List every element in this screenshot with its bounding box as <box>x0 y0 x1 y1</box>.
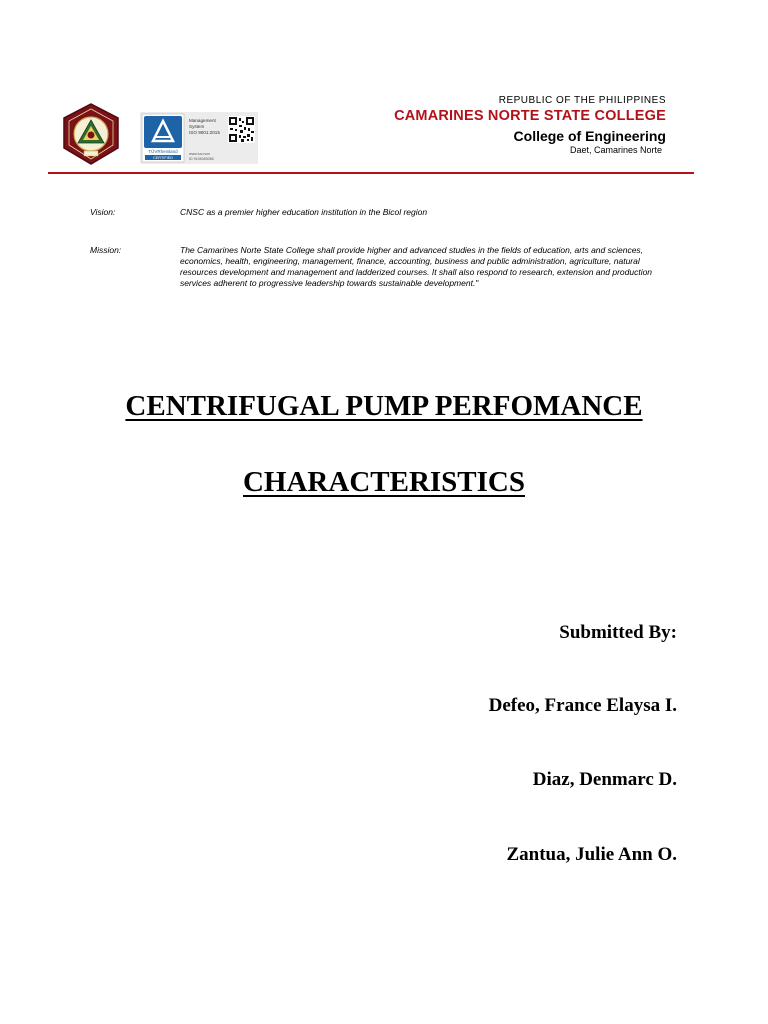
title-line-2: CHARACTERISTICS <box>242 466 525 498</box>
author-name: Diaz, Denmarc D. <box>532 769 677 790</box>
cert-line1: Management <box>189 118 216 123</box>
mission-line: The Camarines Norte State College shall provide higher and advanced studies in the fields of education, arts and sciences, <box>180 245 644 255</box>
republic-label: REPUBLIC OF THE PHILIPPINES <box>498 95 666 106</box>
mission-line: services adherent to progressive leadership towards sustainable development." <box>180 278 479 288</box>
vision-text: CNSC as a premier higher education institution in the Bicol region <box>180 207 428 217</box>
cert-id: ID 9105083056 <box>189 157 214 161</box>
submitted-by-label: Submitted By: <box>559 622 677 643</box>
cert-status: CERTIFIED <box>153 156 173 160</box>
mission-label: Mission: <box>90 245 122 255</box>
title-line-1: CENTRIFUGAL PUMP PERFOMANCE <box>125 390 643 422</box>
header-divider <box>48 172 694 174</box>
header-text-block <box>394 95 666 156</box>
author-name: Zantua, Julie Ann O. <box>506 844 677 865</box>
author-name: Defeo, France Elaysa I. <box>488 695 677 716</box>
cert-line3: ISO 9001:2015 <box>189 130 220 135</box>
college-seal-logo <box>60 102 122 166</box>
college-name: CAMARINES NORTE STATE COLLEGE <box>394 108 666 124</box>
mission-line: economics, health, engineering, management, finance, accounting, business and public administration, agriculture, natural <box>180 256 640 266</box>
mission-text <box>180 245 680 289</box>
college-address: Daet, Camarines Norte <box>569 145 662 155</box>
mission-line: resources development and management and ladderized courses. It shall also respond to research, extension and production <box>180 267 653 277</box>
cert-url: www.tuv.com <box>189 152 210 156</box>
cert-line2: System <box>189 124 205 129</box>
vision-label: Vision: <box>90 207 116 217</box>
department-name: College of Engineering <box>513 128 666 144</box>
cert-brand: TÜVRheinland <box>148 149 178 154</box>
iso-certification-badge <box>140 112 258 164</box>
qr-code-icon <box>228 116 255 143</box>
